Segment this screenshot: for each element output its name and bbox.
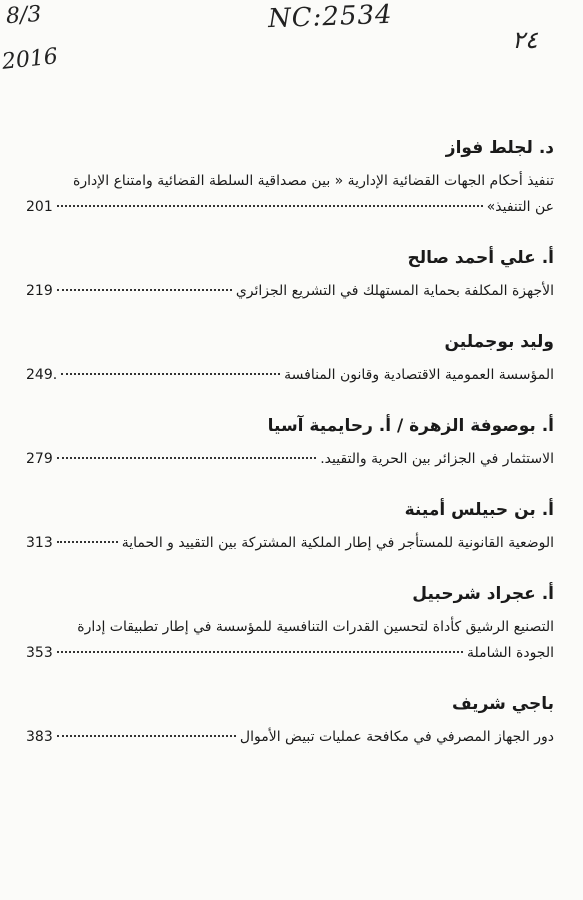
toc-page-number: 249. bbox=[26, 367, 58, 383]
toc-author: أ. بن حبيلس أمينة bbox=[404, 500, 554, 520]
toc-leader-dots bbox=[57, 457, 316, 459]
handwritten-date: 8/3 bbox=[5, 1, 43, 30]
toc-page-number: 201 bbox=[26, 199, 53, 215]
toc-title-line: تنفيذ أحكام الجهات القضائية الإدارية « بين مصداقية السلطة القضائية وامتناع الإدارة bbox=[73, 173, 554, 189]
toc-leader-dots bbox=[57, 651, 463, 653]
toc-title-last-line bbox=[26, 362, 554, 388]
toc-leader-dots bbox=[57, 205, 483, 207]
toc-title-text: دور الجهاز المصرفي في مكافحة عمليات تبيض الأموال bbox=[239, 729, 554, 745]
toc-entry bbox=[26, 246, 554, 304]
toc-title-text: الأجهزة المكلفة بحماية المستهلك في التشريع الجزائري bbox=[235, 283, 554, 299]
toc-title-text: الاستثمار في الجزائر بين الحرية والتقييد. bbox=[320, 451, 554, 467]
toc-author: د. لجلط فواز bbox=[445, 138, 554, 158]
toc-author: أ. عجراد شرحبيل bbox=[412, 584, 554, 604]
handwritten-reference-number: NC:2534 bbox=[267, 0, 394, 35]
toc-leader-dots bbox=[57, 289, 232, 291]
toc-title-last-line bbox=[26, 446, 554, 472]
toc-title-last-line bbox=[26, 278, 554, 304]
toc-page-number: 313 bbox=[26, 535, 53, 551]
toc-leader-dots bbox=[61, 373, 280, 375]
toc-leader-dots bbox=[57, 541, 118, 543]
handwritten-page-mark: ٢٤ bbox=[512, 26, 538, 54]
toc-title-last-line bbox=[26, 724, 554, 750]
toc-title-line: التصنيع الرشيق كأداة لتحسين القدرات التنافسية للمؤسسة في إطار تطبيقات إدارة bbox=[77, 619, 554, 635]
toc-entry bbox=[26, 498, 554, 556]
toc-author: باجي شريف bbox=[451, 694, 554, 714]
toc-entry bbox=[26, 582, 554, 666]
toc-author: وليد بوجملين bbox=[444, 332, 554, 352]
toc-title-last-line bbox=[26, 530, 554, 556]
toc-title-text: المؤسسة العمومية الاقتصادية وقانون المنافسة bbox=[284, 367, 554, 383]
toc-page-number: 383 bbox=[26, 729, 53, 745]
toc-leader-dots bbox=[57, 735, 236, 737]
toc-title-text: عن التنفيذ» bbox=[486, 199, 554, 215]
toc-entry bbox=[26, 692, 554, 750]
toc-author: أ. علي أحمد صالح bbox=[407, 248, 554, 268]
toc-page-number: 353 bbox=[26, 645, 53, 661]
toc-author: أ. بوصوفة الزهرة / أ. رحايمية آسيا bbox=[267, 416, 554, 436]
toc-page-number: 279 bbox=[26, 451, 53, 467]
handwritten-year: 2016 bbox=[0, 44, 60, 75]
toc-title-text: الجودة الشاملة bbox=[467, 645, 554, 661]
toc-entry bbox=[26, 330, 554, 388]
table-of-contents bbox=[26, 136, 554, 776]
toc-title-last-line bbox=[26, 640, 554, 666]
toc-title-last-line bbox=[26, 194, 554, 220]
toc-page-number: 219 bbox=[26, 283, 53, 299]
toc-entry bbox=[26, 136, 554, 220]
toc-entry bbox=[26, 414, 554, 472]
toc-title-text: الوضعية القانونية للمستأجر في إطار الملكية المشتركة بين التقييد و الحماية bbox=[121, 535, 554, 551]
